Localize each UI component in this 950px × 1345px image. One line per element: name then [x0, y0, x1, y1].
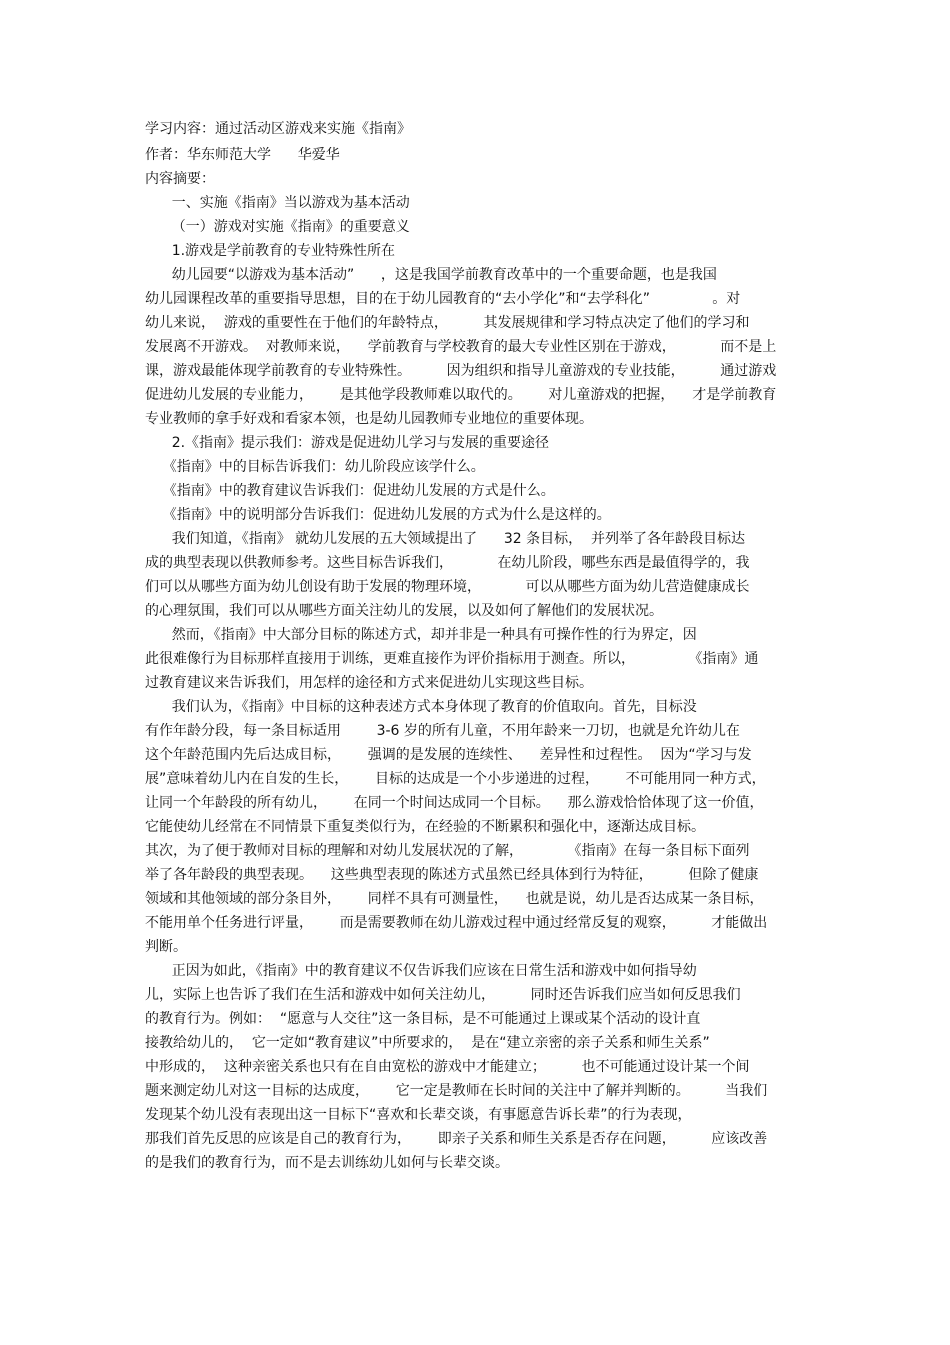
text-line: 内容摘要： [145, 171, 215, 187]
text-line: 《指南》中的说明部分告诉我们：促进幼儿发展的方式为什么是这样的。 [145, 507, 611, 523]
text-line: 幼儿园课程改革的重要指导思想，目的在于幼儿园教育的“去小学化”和“去学科化” 。对 [145, 291, 741, 307]
text-line: 课，游戏最能体现学前教育的专业特殊性。 因为组织和指导儿童游戏的专业技能， 通过游戏 [145, 363, 777, 379]
text-line: 举了各年龄段的典型表现。 这些典型表现的陈述方式虽然已经具体到行为特征， 但除了健康 [145, 867, 759, 883]
text-line: 其次，为了便于教师对目标的理解和对幼儿发展状况的了解， 《指南》在每一条目标下面列 [145, 843, 750, 859]
text-line: 过教育建议来告诉我们，用怎样的途径和方式来促进幼儿实现这些目标。 [145, 675, 593, 691]
text-line: 1.游戏是学前教育的专业特殊性所在 [145, 243, 396, 259]
text-line: 一、实施《指南》当以游戏为基本活动 [145, 195, 410, 211]
text-line: 题来测定幼儿对这一目标的达成度， 它一定是教师在长时间的关注中了解并判断的。 当我们 [145, 1083, 768, 1099]
text-line: 展”意味着幼儿内在自发的生长， 目标的达成是一个小步递进的过程， 不可能用同一种方式， [145, 771, 766, 787]
text-line: 中形成的， 这种亲密关系也只有在自由宽松的游戏中才能建立； 也不可能通过设计某一个间 [145, 1059, 750, 1075]
text-line: 我们认为，《指南》中目标的这种表述方式本身体现了教育的价值取向。首先，目标没 [145, 699, 697, 715]
text-line: 专业教师的拿手好戏和看家本领，也是幼儿园教师专业地位的重要体现。 [145, 411, 593, 427]
text-line: 发展离不开游戏。 对教师来说， 学前教育与学校教育的最大专业性区别在于游戏， 而不是上 [145, 339, 777, 355]
text-line: 然而，《指南》中大部分目标的陈述方式，却并非是一种具有可操作性的行为界定，因 [145, 627, 697, 643]
text-line: 这个年龄范围内先后达成目标， 强调的是发展的连续性、 差异性和过程性。 因为“学习与发 [145, 747, 752, 763]
text-line: 成的典型表现以供教师参考。这些目标告诉我们， 在幼儿阶段，哪些东西是最值得学的，我 [145, 555, 750, 571]
text-line: 不能用单个任务进行评量， 而是需要教师在幼儿游戏过程中通过经常反复的观察， 才能做出 [145, 915, 768, 931]
text-line: （一）游戏对实施《指南》的重要意义 [145, 219, 410, 235]
text-line: 幼儿来说， 游戏的重要性在于他们的年龄特点， 其发展规律和学习特点决定了他们的学习和 [145, 315, 750, 331]
text-line: 让同一个年龄段的所有幼儿， 在同一个时间达成同一个目标。 那么游戏恰恰体现了这一价值， [145, 795, 764, 811]
text-line: 幼儿园要“以游戏为基本活动” ，这是我国学前教育改革中的一个重要命题，也是我国 [145, 267, 717, 283]
text-line: 儿，实际上也告诉了我们在生活和游戏中如何关注幼儿， 同时还告诉我们应当如何反思我们 [145, 987, 741, 1003]
text-line: 的教育行为。例如： “愿意与人交往”这一条目标，是不可能通过上课或某个活动的设计直 [145, 1011, 701, 1027]
text-line: 发现某个幼儿没有表现出这一目标下“喜欢和长辈交谈，有事愿意告诉长辈”的行为表现， [145, 1107, 692, 1123]
text-line: 此很难像行为目标那样直接用于训练，更难直接作为评价指标用于测查。所以， 《指南》通 [145, 651, 759, 667]
text-line: 《指南》中的教育建议告诉我们：促进幼儿发展的方式是什么。 [145, 483, 555, 499]
text-line: 们可以从哪些方面为幼儿创设有助于发展的物理环境， 可以从哪些方面为幼儿营造健康成长 [145, 579, 750, 595]
text-line: 正因为如此，《指南》中的教育建议不仅告诉我们应该在日常生活和游戏中如何指导幼 [145, 963, 697, 979]
text-line: 2.《指南》提示我们：游戏是促进幼儿学习与发展的重要途径 [145, 435, 550, 451]
text-line: 作者：华东师范大学 华爱华 [145, 147, 340, 163]
text-line: 的是我们的教育行为，而不是去训练幼儿如何与长辈交谈。 [145, 1155, 509, 1171]
text-line: 的心理氛围，我们可以从哪些方面关注幼儿的发展，以及如何了解他们的发展状况。 [145, 603, 663, 619]
text-line: 接教给幼儿的， 它一定如“教育建议”中所要求的， 是在“建立亲密的亲子关系和师生关系” [145, 1035, 710, 1051]
text-line: 它能使幼儿经常在不同情景下重复类似行为，在经验的不断累积和强化中，逐渐达成目标。 [145, 819, 705, 835]
text-line: 促进幼儿发展的专业能力， 是其他学段教师难以取代的。 对儿童游戏的把握， 才是学前教育 [145, 387, 777, 403]
text-line: 学习内容：通过活动区游戏来实施《指南》 [145, 121, 411, 137]
text-line: 《指南》中的目标告诉我们：幼儿阶段应该学什么。 [145, 459, 485, 475]
text-line: 我们知道，《指南》 就幼儿发展的五大领域提出了 32 条目标， 并列举了各年龄段目标达 [145, 531, 746, 547]
text-line: 那我们首先反思的应该是自己的教育行为， 即亲子关系和师生关系是否存在问题， 应该改善 [145, 1131, 768, 1147]
text-line: 有作年龄分段，每一条目标适用 3-6 岁的所有儿童，不用年龄来一刀切，也就是允许幼儿在 [145, 723, 740, 739]
text-line: 判断。 [145, 939, 187, 955]
text-line: 领域和其他领域的部分条目外， 同样不具有可测量性， 也就是说，幼儿是否达成某一条目标， [145, 891, 764, 907]
